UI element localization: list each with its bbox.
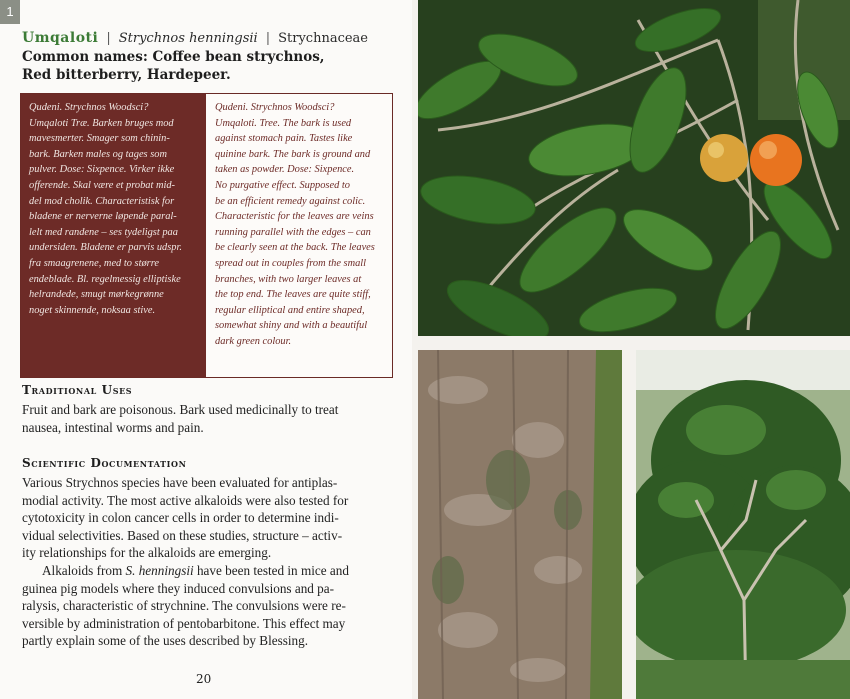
quote-line: endeblade. Bl. regelmessig elliptiske [29, 273, 181, 285]
scientific-name: Strychnos henningsii [118, 31, 258, 46]
quote-line: offerende. Skal være et probat mid- [29, 179, 176, 191]
quote-line: pulver. Dose: Sixpence. Virker ikke [29, 164, 175, 176]
quote-line: spread out in couples from the small [215, 257, 367, 269]
quote-line: be an efficient remedy against colic. [215, 195, 366, 207]
quote-line: regular elliptical and entire shaped, [215, 304, 365, 316]
text-line: versible by administration of pentobarbitone. This effect may [22, 615, 346, 631]
text-line: Fruit and bark are poisonous. Bark used medicinally to treat [22, 402, 339, 417]
text-line: ralysis, characteristic of strychnine. The convulsions were re- [22, 598, 346, 614]
english-quote-text [207, 94, 392, 350]
text-fragment: have been tested in mice and [193, 562, 349, 578]
quote-line: No purgative effect. Supposed to [215, 179, 350, 191]
quote-line: branches, with two larger leaves at [215, 273, 362, 285]
scientific-documentation-heading: Scientific Documentation [22, 456, 187, 470]
quote-line: noget skinnende, noksaa stive. [29, 304, 156, 316]
family-name: Strychnaceae [278, 31, 368, 46]
quote-line: del mod cholik. Characteristisk for [29, 195, 175, 207]
quote-line: lelt med randene – ses tydeligst paa [29, 226, 178, 238]
bark-illustration [418, 350, 622, 699]
english-translation [207, 94, 392, 377]
quote-line: bark. Barken males og tages som [29, 148, 167, 160]
title-row [22, 30, 402, 46]
quote-line: fra smaagrenene, med to større [29, 257, 159, 269]
quote-line: mavesmerter. Smager som chinin- [29, 133, 170, 145]
text-line: nausea, intestinal worms and pain. [22, 419, 204, 435]
traditional-uses-text [22, 401, 394, 436]
text-line: ity relationships for the alkaloids are emerging. [22, 545, 272, 561]
danish-quote [21, 94, 206, 377]
text-line: partly explain some of the uses described by Blessing. [22, 633, 309, 649]
quote-line: dark green colour. [215, 335, 292, 347]
vernacular-name: Umqaloti [22, 30, 99, 46]
common-names-line: Red bitterberry, Hardepeer. [22, 67, 231, 83]
title-separator: | [106, 31, 111, 46]
text-line: modial activity. The most active alkaloids were also tested for [22, 492, 349, 508]
quote-line: Umqaloti. Tree. The bark is used [215, 117, 352, 129]
quote-line: Characteristic for the leaves are veins [215, 211, 374, 223]
quote-line: the top end. The leaves are quite stiff, [215, 289, 371, 301]
title-separator-2: | [265, 31, 271, 46]
traditional-uses-heading: Traditional Uses [22, 383, 133, 397]
common-names [22, 48, 402, 84]
text-line: vidual selectivities. Based on these studies, structure – activ- [22, 527, 343, 543]
archival-quote-box [20, 93, 393, 378]
common-names-line: Common names: Coffee bean strychnos, [22, 49, 325, 65]
page-tab: 1 [0, 0, 20, 24]
quote-line: taken as powder. Dose: Sixpence. [215, 164, 355, 176]
text-fragment: Alkaloids from [42, 562, 126, 578]
species-reference: S. henningsii [125, 562, 194, 578]
quote-line: Qudeni. Strychnos Woodsci? [29, 102, 149, 113]
text-line: Various Strychnos species have been evaluated for antiplas- [22, 475, 338, 490]
page-number: 20 [196, 672, 212, 686]
tree-illustration [636, 350, 850, 699]
quote-line: quinine bark. The bark is ground and [215, 148, 371, 160]
leaves-illustration [418, 0, 850, 336]
quote-line: helrandede, smugt mørkegrønne [29, 289, 164, 301]
quote-line: undersiden. Bladene er parvis udspr. [29, 242, 182, 254]
quote-line: running parallel with the edges – can [215, 226, 371, 238]
text-line: cytotoxicity in colon cancer cells in order to determine indi- [22, 510, 339, 526]
quote-line: bladene er nerverne løpende paral- [29, 211, 177, 223]
danish-quote-text [21, 94, 206, 318]
quote-line: against stomach pain. Tastes like [215, 133, 353, 145]
quote-line: somewhat shiny and with a beautiful [215, 320, 368, 332]
left-page [0, 0, 412, 699]
whole-tree-photo [636, 350, 850, 699]
text-line [22, 562, 394, 580]
bark-trunk-photo [418, 350, 622, 699]
scientific-documentation-text [22, 474, 394, 650]
text-line: guinea pig models where they induced convulsions and pa- [22, 580, 335, 596]
quote-line: Umqaloti Træ. Barken bruges mod [29, 117, 174, 129]
leaves-and-berries-photo [418, 0, 850, 336]
quote-line: be clearly seen at the back. The leaves [215, 242, 375, 254]
quote-line: Qudeni. Strychnos Woodsci? [215, 102, 335, 113]
